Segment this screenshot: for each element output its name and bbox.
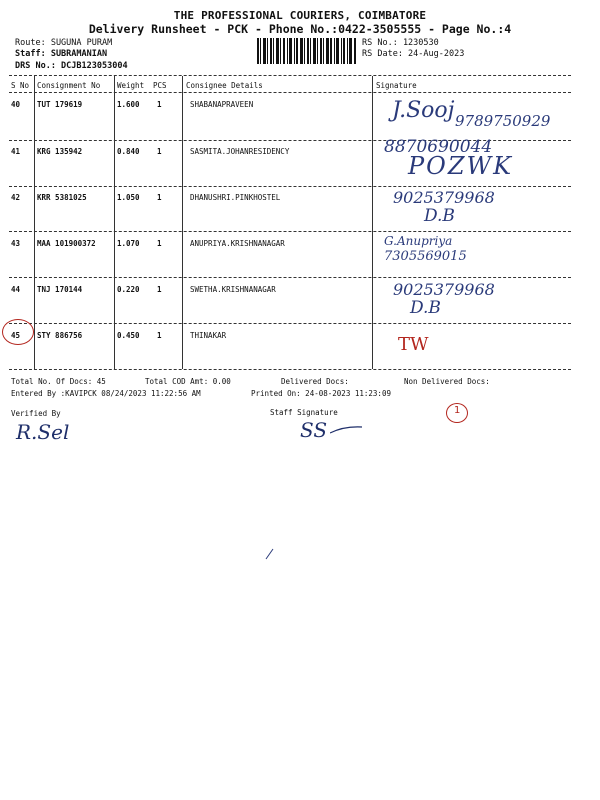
column-divider	[114, 76, 115, 369]
row-pcs: 1	[157, 239, 162, 248]
table-header-rule	[9, 92, 571, 93]
staff-signature-label: Staff Signature	[270, 408, 338, 417]
row-consignment: TNJ 170144	[37, 285, 83, 294]
red-annotation-mark: 1	[454, 405, 461, 416]
row-weight: 0.450	[117, 331, 140, 340]
column-divider	[372, 76, 373, 369]
header-consignment: Consignment No	[37, 81, 101, 90]
header-weight: Weight	[117, 81, 145, 90]
row-sno: 43	[11, 239, 21, 248]
handwritten-phone: 7305569015	[384, 249, 467, 264]
barcode-image	[257, 38, 357, 64]
row-rule	[9, 277, 571, 278]
staff-signature: SS	[300, 418, 328, 442]
row-sno: 45	[11, 331, 21, 340]
staff-text: Staff: SUBRAMANIAN	[15, 49, 108, 59]
row-consignment: KRG 135942	[37, 147, 83, 156]
table-bottom-rule	[9, 369, 571, 370]
column-divider	[34, 76, 35, 369]
total-docs: Total No. Of Docs: 45	[11, 377, 106, 386]
row-sno: 42	[11, 193, 21, 202]
row-consignee: DHANUSHRI.PINKHOSTEL	[190, 193, 281, 202]
row-rule	[9, 231, 571, 232]
total-cod: Total COD Amt: 0.00	[145, 377, 231, 386]
handwritten-phone: 9025379968	[393, 188, 495, 207]
printed-on: Printed On: 24-08-2023 11:23:09	[251, 389, 391, 398]
delivered-docs: Delivered Docs:	[281, 377, 349, 386]
runsheet-subtitle: Delivery Runsheet - PCK - Phone No.:0422-3505555 - Page No.:4	[88, 22, 512, 36]
row-weight: 1.050	[117, 193, 140, 202]
handwritten-signature: G.Anupriya	[384, 234, 453, 248]
row-weight: 0.220	[117, 285, 140, 294]
handwritten-signature: J.Sooj	[392, 98, 455, 123]
row-rule	[9, 323, 571, 324]
handwritten-signature: D.B	[424, 206, 455, 226]
row-consignment: TUT 179619	[37, 100, 83, 109]
row-pcs: 1	[157, 331, 162, 340]
row-consignee: SWETHA.KRISHNANAGAR	[190, 285, 276, 294]
row-pcs: 1	[157, 285, 162, 294]
handwritten-signature: TW	[398, 334, 429, 355]
header-pcs: PCS	[153, 81, 167, 90]
row-consignee: SHABANAPRAVEEN	[190, 100, 254, 109]
row-consignment: MAA 101900372	[37, 239, 96, 248]
handwritten-phone: 8870690044	[384, 137, 493, 157]
row-weight: 1.070	[117, 239, 140, 248]
row-consignee: THINAKAR	[190, 331, 227, 340]
entered-by: Entered By :KAVIPCK 08/24/2023 11:22:56 AM	[11, 389, 201, 398]
header-sno: S No	[11, 81, 30, 90]
row-consignment: KRR 5381025	[37, 193, 87, 202]
handwritten-signature: POZWK	[408, 152, 514, 180]
row-sno: 40	[11, 100, 21, 109]
column-divider	[182, 76, 183, 369]
rs-date: RS Date: 24-Aug-2023	[362, 49, 465, 59]
handwritten-phone: 9025379968	[393, 280, 495, 299]
row-consignee: ANUPRIYA.KRISHNANAGAR	[190, 239, 285, 248]
rs-number: RS No.: 1230530	[362, 38, 439, 48]
verified-by-label: Verified By	[11, 409, 61, 418]
handwritten-signature: D.B	[410, 298, 441, 318]
row-rule	[9, 186, 571, 187]
row-sno: 44	[11, 285, 21, 294]
row-pcs: 1	[157, 193, 162, 202]
signature-stroke	[330, 424, 362, 436]
header-signature: Signature	[376, 81, 417, 90]
row-pcs: 1	[157, 100, 162, 109]
company-title: THE PROFESSIONAL COURIERS, COIMBATORE	[173, 9, 427, 22]
route-text: Route: SUGUNA PURAM	[15, 38, 113, 48]
handwritten-phone: 9789750929	[455, 112, 551, 130]
table-top-rule	[9, 75, 571, 76]
drs-number: DRS No.: DCJB123053004	[15, 61, 128, 71]
row-sno: 41	[11, 147, 21, 156]
verifier-signature: R.Sel	[16, 420, 70, 444]
row-pcs: 1	[157, 147, 162, 156]
non-delivered-docs: Non Delivered Docs:	[404, 377, 490, 386]
header-consignee: Consignee Details	[186, 81, 263, 90]
row-weight: 1.600	[117, 100, 140, 109]
row-weight: 0.840	[117, 147, 140, 156]
row-consignee: SASMITA.JOHANRESIDENCY	[190, 147, 290, 156]
row-consignment: STY 886756	[37, 331, 83, 340]
stray-pen-mark	[265, 548, 275, 560]
